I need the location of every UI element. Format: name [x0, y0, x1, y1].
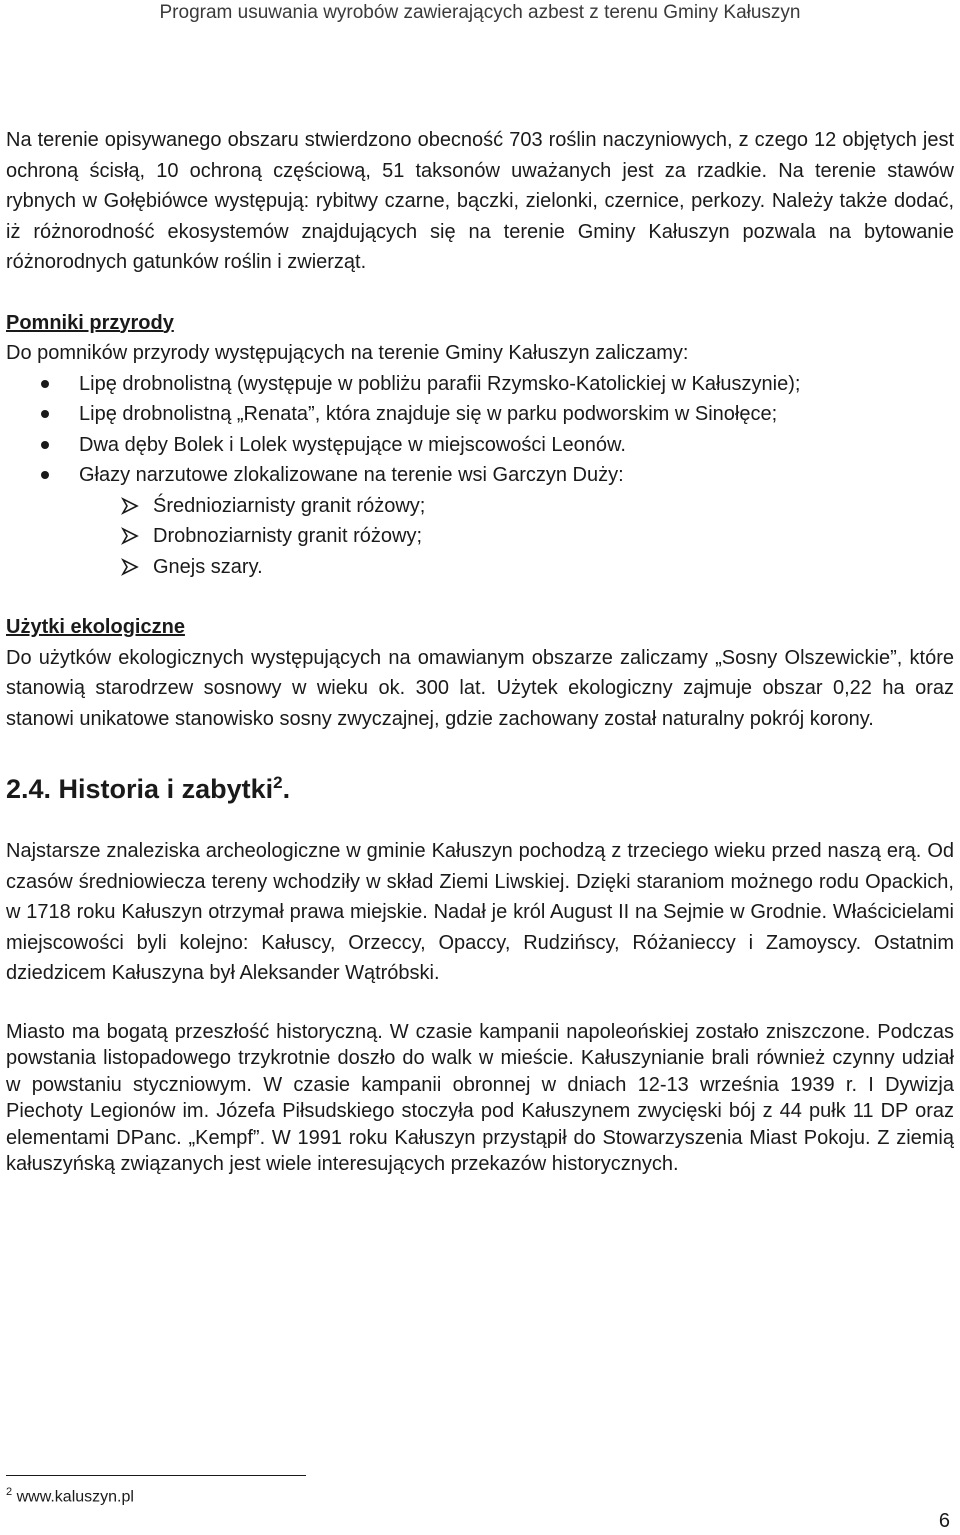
- sublist-item-label: Gnejs szary.: [153, 555, 263, 578]
- pomniki-intro: Do pomników przyrody występujących na terenie Gminy Kałuszyn zaliczamy:: [6, 342, 689, 364]
- sublist-item-label: Średnioziarnisty granit różowy;: [153, 494, 426, 517]
- glazy-sublist: [6, 491, 954, 583]
- arrow-bullet-icon: [121, 497, 139, 515]
- arrow-bullet-icon: [121, 558, 139, 576]
- heading-pomniki-przyrody: Pomniki przyrody: [6, 311, 174, 334]
- heading-uzytki-ekologiczne: Użytki ekologiczne: [6, 616, 185, 638]
- section-title: [6, 766, 954, 806]
- list-item: Lipę drobnolistną „Renata”, która znajduje się w parku podworskim w Sinołęce;: [6, 399, 954, 430]
- document-body: [6, 125, 954, 1178]
- footnote-separator: [6, 1475, 306, 1476]
- sublist-item-label: Drobnoziarnisty granit różowy;: [153, 525, 422, 547]
- sublist-item: [6, 552, 954, 583]
- list-item: Głazy narzutowe zlokalizowane na terenie wsi Garczyn Duży:: [6, 460, 954, 491]
- section-title-end: .: [282, 774, 291, 804]
- footnote-ref: 2: [273, 773, 283, 792]
- paragraph-flora-fauna: Na terenie opisywanego obszaru stwierdzono obecność 703 roślin naczyniowych, z czego 12 objętych jest ochroną ścisłą, 10 ochroną częściową, 51 taksonów uważanych jest za rzadkie. Na terenie stawów rybnych w Gołębiówce występują: rybitwy czarne, bączki, zielonki, czernice, perkozy. Należy także dodać, iż różnorodność ekosystemów znajdujących się na terenie Gminy Kałuszyn pozwala na bytowanie różnorodnych gatunków roślin i zwierząt.: [6, 129, 954, 273]
- footnote: [6, 1486, 134, 1506]
- section-title-text: 2.4. Historia i zabytki: [6, 774, 274, 804]
- pomniki-list: [6, 369, 954, 491]
- paragraph-historia-2: Miasto ma bogatą przeszłość historyczną. W czasie kampanii napoleońskiej zostało zniszczone. Podczas powstania listopadowego trzykrotnie doszło do walk w mieście. Kałuszynianie brali również czynny udział w powstaniu styczniowym. W czasie kampanii obronnej w dniach 12-13 września 1939 r. I Dywizja Piechoty Legionów im. Józefa Piłsudskiego stoczyła pod Kałuszynem zwycięski bój z 44 pułk 11 DP oraz elementami DPanc. „Kempf”. W 1991 roku Kałuszyn przystąpił do Stowarzyszenia Miast Pokoju. Z ziemią kałuszyńską związanych jest wiele interesujących przekazów historycznych.: [6, 1020, 954, 1175]
- sublist-item: [6, 491, 954, 522]
- footnote-number: 2: [6, 1486, 13, 1498]
- footnote-text: www.kaluszyn.pl: [16, 1488, 134, 1506]
- list-item: Lipę drobnolistną (występuje w pobliżu parafii Rzymsko-Katolickiej w Kałuszynie);: [6, 369, 954, 400]
- paragraph-historia-1: Najstarsze znaleziska archeologiczne w gminie Kałuszyn pochodzą z trzeciego wieku przed naszą erą. Od czasów średniowiecza tereny wchodziły w skład Ziemi Liwskiej. Dzięki staraniom możnego rodu Opackich, w 1718 roku Kałuszyn otrzymał prawa miejskie. Nadał je król August II na Sejmie w Grodnie. Właścicielami miejscowości byli kolejno: Kałuscy, Orzeccy, Opaccy, Rudzińscy, Różanieccy i Zamoyscy. Ostatnim dziedzicem Kałuszyna był Aleksander Wątróbski.: [6, 840, 954, 984]
- sublist-item: [6, 521, 954, 552]
- list-item: Dwa dęby Bolek i Lolek występujące w miejscowości Leonów.: [6, 430, 954, 461]
- paragraph-uzytki: Do użytków ekologicznych występujących na omawianym obszarze zaliczamy „Sosny Olszewickie”, które stanowią starodrzew sosnowy w wieku ok. 300 lat. Użytek ekologiczny zajmuje obszar 0,22 ha oraz stanowi unikatowe stanowisko sosny zwyczajnej, gdzie zachowany został naturalny pokrój korony.: [6, 646, 954, 730]
- arrow-bullet-icon: [121, 527, 139, 545]
- page-number: 6: [938, 1510, 950, 1532]
- page-header: Program usuwania wyrobów zawierających azbest z terenu Gminy Kałuszyn: [159, 2, 801, 23]
